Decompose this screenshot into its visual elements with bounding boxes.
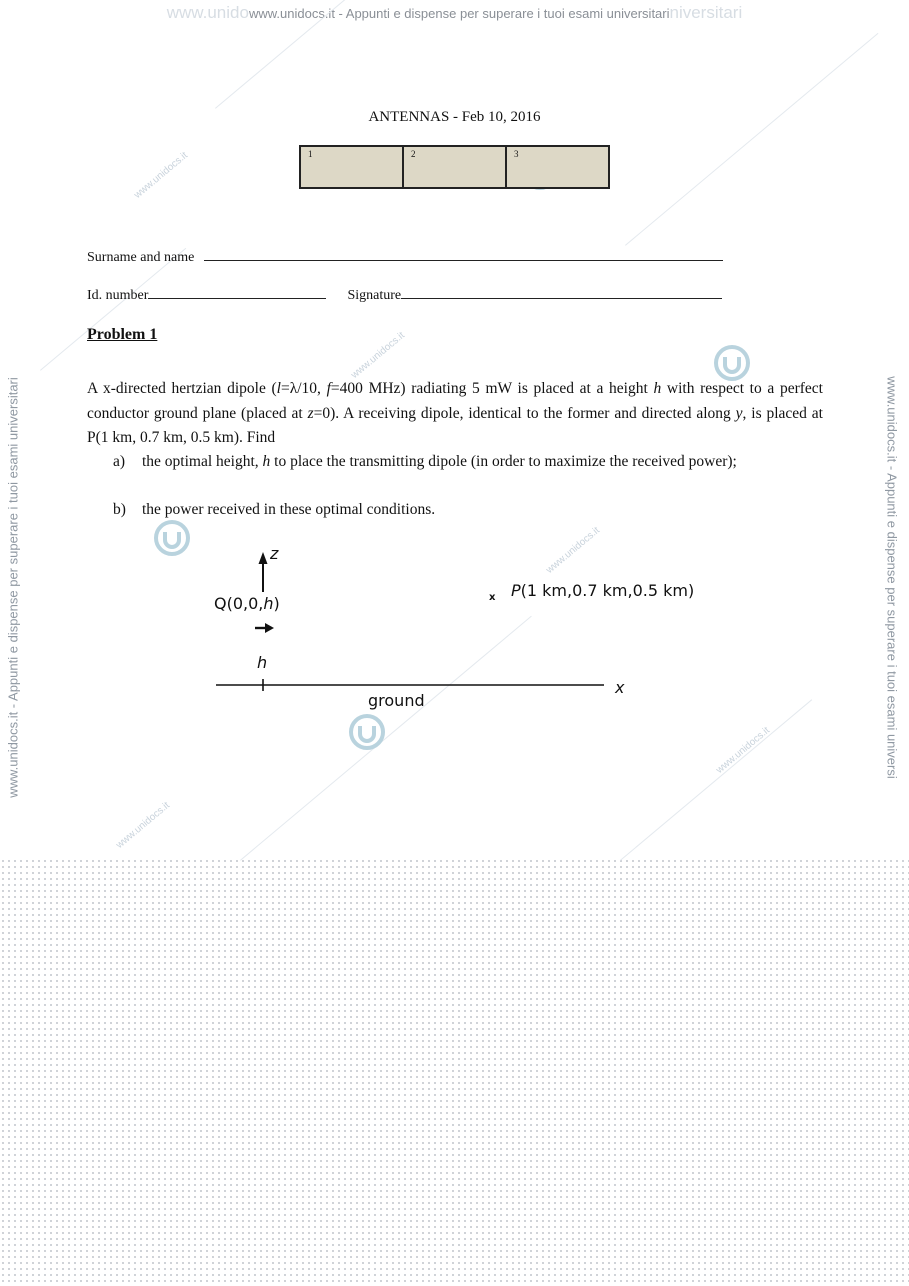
watermark-diagonal: www.unidocs.it (544, 525, 602, 576)
h-label: h (257, 653, 268, 672)
question-item (113, 450, 823, 475)
question-label: b) (113, 501, 126, 518)
surname-label: Surname and name (87, 250, 195, 265)
q-point-label: Q(0,0,h) (214, 594, 280, 613)
p-point-marker: x (489, 592, 496, 603)
x-axis-label: x (615, 678, 625, 697)
watermark-side-left: www.unidocs.it - Appunti e dispense per superare i tuoi esami universitari (5, 377, 21, 798)
watermark-logo-icon (152, 518, 192, 558)
id-number-label: Id. number (87, 288, 149, 303)
watermark-diagonal: www.unidocs.it (714, 725, 772, 776)
surname-field (204, 251, 723, 261)
watermark-diagonal: www.unidocs.it (132, 150, 190, 201)
id-signature-row (87, 288, 722, 304)
watermark-line (625, 33, 878, 246)
ground-label: ground (368, 691, 425, 710)
grade-cell: 1 (301, 147, 404, 187)
exam-title: ANTENNAS - Feb 10, 2016 (368, 109, 541, 125)
question-label: a) (113, 453, 126, 470)
signature-label: Signature (347, 288, 402, 303)
problem-heading: Problem 1 (87, 326, 158, 343)
id-number-field (148, 289, 326, 299)
grade-table (299, 145, 610, 189)
p-point-label: P(1 km,0.7 km,0.5 km) (511, 581, 695, 600)
grade-cell: 3 (514, 149, 519, 159)
z-axis-label: z (270, 544, 279, 563)
dipole-arrowhead (265, 623, 274, 633)
watermark-diagonal: www.unidocs.it (114, 800, 172, 851)
watermark-banner: www.unidowww.unidocs.it - Appunti e dispense per superare i tuoi esami universitariniversitari (166, 3, 743, 22)
question-text: the optimal height, h to place the transmitting dipole (in order to maximize the received power); (142, 453, 737, 470)
watermark-side-right: www.unidocs.it - Appunti e dispense per superare i tuoi esami universi (884, 376, 900, 779)
watermark-line (40, 248, 186, 371)
question-item (113, 498, 823, 523)
question-text: the power received in these optimal conditions. (142, 501, 436, 518)
surname-row (87, 250, 723, 266)
watermark-line (620, 699, 812, 860)
dotted-background (0, 858, 909, 1286)
z-axis-arrowhead (259, 552, 268, 564)
signature-field (401, 289, 722, 299)
problem-statement: A x-directed hertzian dipole (l=λ/10, f=400 MHz) radiating 5 mW is placed at a height h with respect to a perfect conductor ground plane (placed at z=0). A receiving dipole, identical to the former and directed along y, is placed at P(1 km, 0.7 km, 0.5 km). Find (87, 380, 823, 446)
watermark-diagonal: www.unidocs.it (349, 330, 407, 381)
grade-cell: 2 (404, 147, 507, 187)
